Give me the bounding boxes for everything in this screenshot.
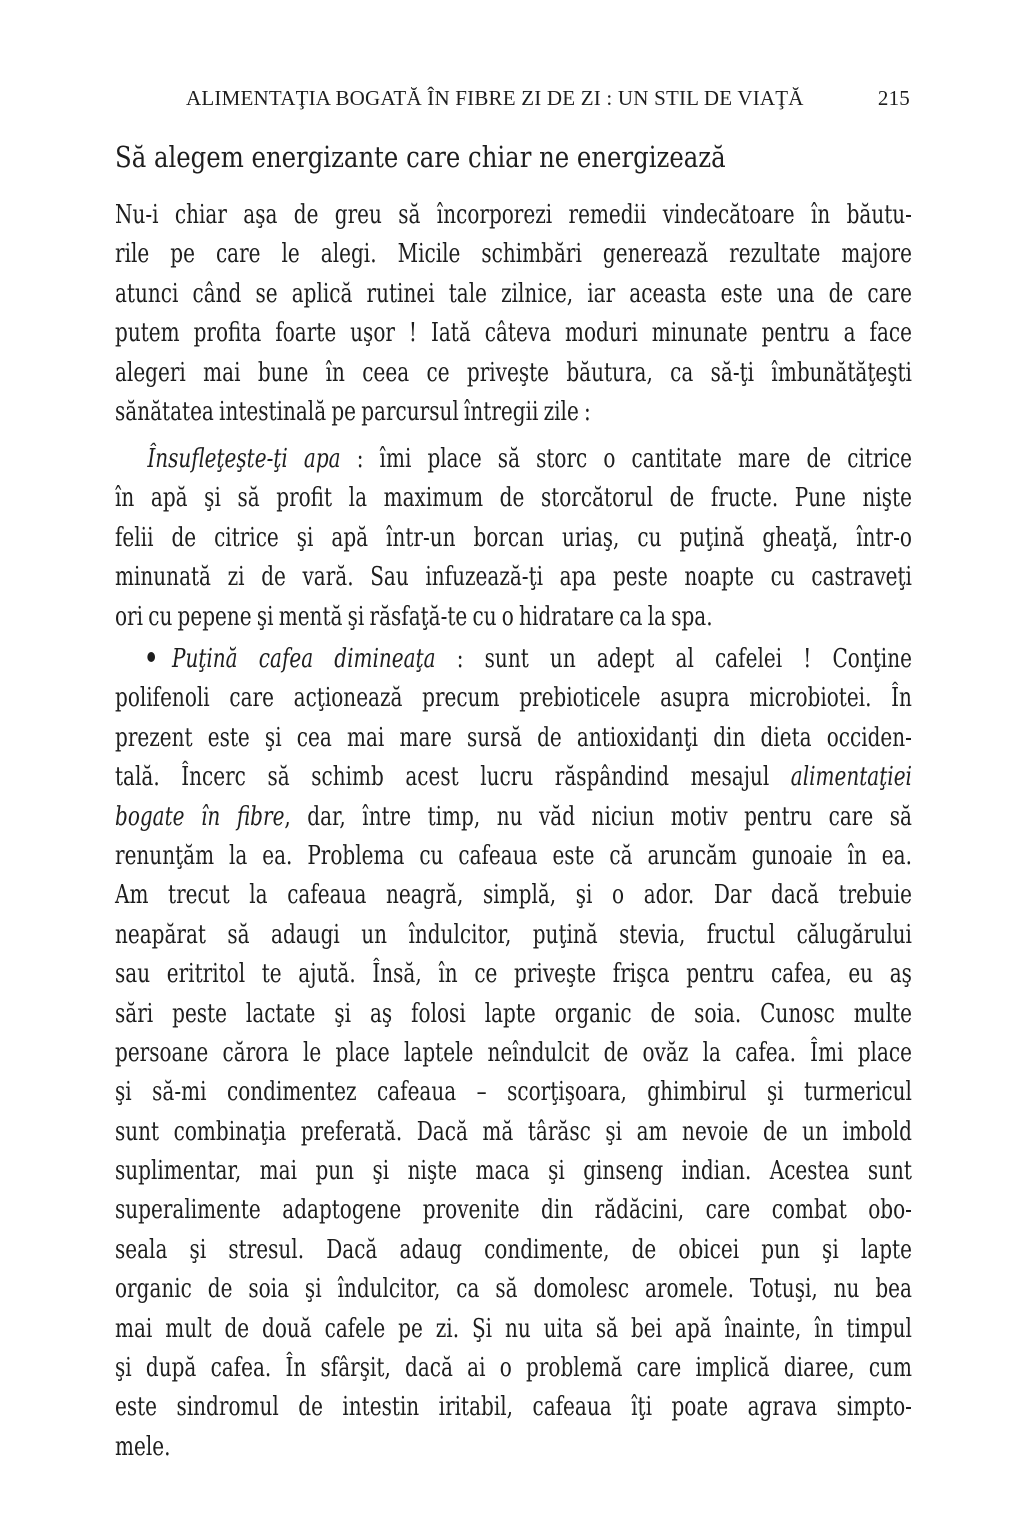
text-line: sau eritritol te ajută. Însă, în ce priveşte frişca pentru cafea, eu aş	[115, 959, 912, 990]
text-line: sănătatea intestinală pe parcursul întregii zile :	[115, 396, 591, 427]
text-line: rile pe care le alegi. Micile schimbări generează rezultate majore	[115, 239, 912, 270]
text-line: polifenoli care acţionează precum prebioticele asupra microbiotei. În	[115, 683, 912, 714]
text-span: tală. Încerc să schimb acest lucru răspândind mesajul	[115, 762, 791, 793]
text-line: minunată zi de vară. Sau infuzează-ţi apa peste noapte cu castraveţi	[115, 562, 912, 593]
coffee-paragraph	[115, 640, 912, 1467]
text-line	[115, 440, 912, 479]
text-line: mele.	[115, 1431, 171, 1462]
text-line	[115, 640, 912, 679]
text-line: organic de soia şi îndulcitor, ca să domolesc aromele. Totuşi, nu bea	[115, 1274, 912, 1305]
italic-term: alimentaţiei	[790, 762, 912, 793]
text-line: sunt combinaţia preferată. Dacă mă târăsc şi am nevoie de un imbold	[115, 1116, 912, 1147]
text-line: superalimente adaptogene provenite din rădăcini, care combat obo-	[115, 1195, 912, 1226]
text-line: felii de citrice şi apă într-un borcan uriaş, cu puţină gheaţă, într-o	[115, 522, 912, 553]
water-paragraph	[115, 440, 912, 637]
text-line: în apă şi să profit la maximum de storcătorul de fructe. Pune nişte	[115, 483, 912, 514]
text-line: seala şi stresul. Dacă adaug condimente, de obicei pun şi lapte	[115, 1234, 912, 1265]
text-span: , dar, între timp, nu văd niciun motiv pentru care să	[284, 801, 912, 832]
text-line: mai mult de două cafele pe zi. Şi nu uita să bei apă înainte, în timpul	[115, 1313, 912, 1344]
running-head	[186, 86, 910, 116]
coffee-tip-label: Puţină cafea dimineaţa	[171, 644, 436, 674]
text-line: ori cu pepene şi mentă şi răsfaţă-te cu o hidratare ca la spa.	[115, 601, 713, 632]
page-number: 215	[877, 86, 910, 110]
text-line: persoane cărora le place laptele neîndulcit de ovăz la cafea. Îmi place	[115, 1037, 912, 1068]
text-line: şi după cafea. În sfârşit, dacă ai o problemă care implică diaree, cum	[115, 1353, 912, 1384]
water-tip-text: : îmi place să storc o cantitate mare de citrice	[340, 444, 912, 474]
water-tip-label: Însufleţeşte-ţi apa	[147, 444, 341, 474]
coffee-tip-text: : sunt un adept al cafelei ! Conţine	[435, 644, 912, 674]
intro-paragraph	[115, 196, 912, 432]
text-line	[115, 758, 912, 797]
text-line: sări peste lactate şi aş folosi lapte organic de soia. Cunosc multe	[115, 998, 912, 1029]
text-line: prezent este şi cea mai mare sursă de antioxidanţi din dieta occiden-	[115, 722, 912, 753]
running-title: ALIMENTAŢIA BOGATĂ ÎN FIBRE ZI DE ZI : UN STIL DE VIAŢĂ	[186, 86, 804, 110]
text-line: putem profita foarte uşor ! Iată câteva moduri minunate pentru a face	[115, 318, 912, 349]
section-title: Să alegem energizante care chiar ne energizează	[115, 140, 726, 174]
text-line: alegeri mai bune în ceea ce priveşte băutura, ca să-ţi îmbunătăţeşti	[115, 357, 912, 388]
text-line: neapărat să adaugi un îndulcitor, puţină stevia, fructul călugărului	[115, 919, 912, 950]
text-line: Am trecut la cafeaua neagră, simplă, şi o ador. Dar dacă trebuie	[115, 880, 912, 911]
italic-term: bogate în fibre	[115, 801, 285, 832]
text-line: suplimentar, mai pun şi nişte maca şi ginseng indian. Acestea sunt	[115, 1156, 912, 1187]
bullet-icon	[147, 652, 155, 662]
text-line: Nu-i chiar aşa de greu să încorporezi remedii vindecătoare în băutu-	[115, 200, 912, 230]
text-line	[115, 798, 912, 837]
text-line: atunci când se aplică rutinei tale zilnice, iar aceasta este una de care	[115, 278, 912, 309]
text-line: este sindromul de intestin iritabil, cafeaua îţi poate agrava simpto-	[115, 1392, 912, 1423]
text-line: şi să-mi condimentez cafeaua – scorţişoara, ghimbirul şi turmericul	[115, 1077, 912, 1108]
text-line: renunţăm la ea. Problema cu cafeaua este că aruncăm gunoaie în ea.	[115, 840, 912, 871]
